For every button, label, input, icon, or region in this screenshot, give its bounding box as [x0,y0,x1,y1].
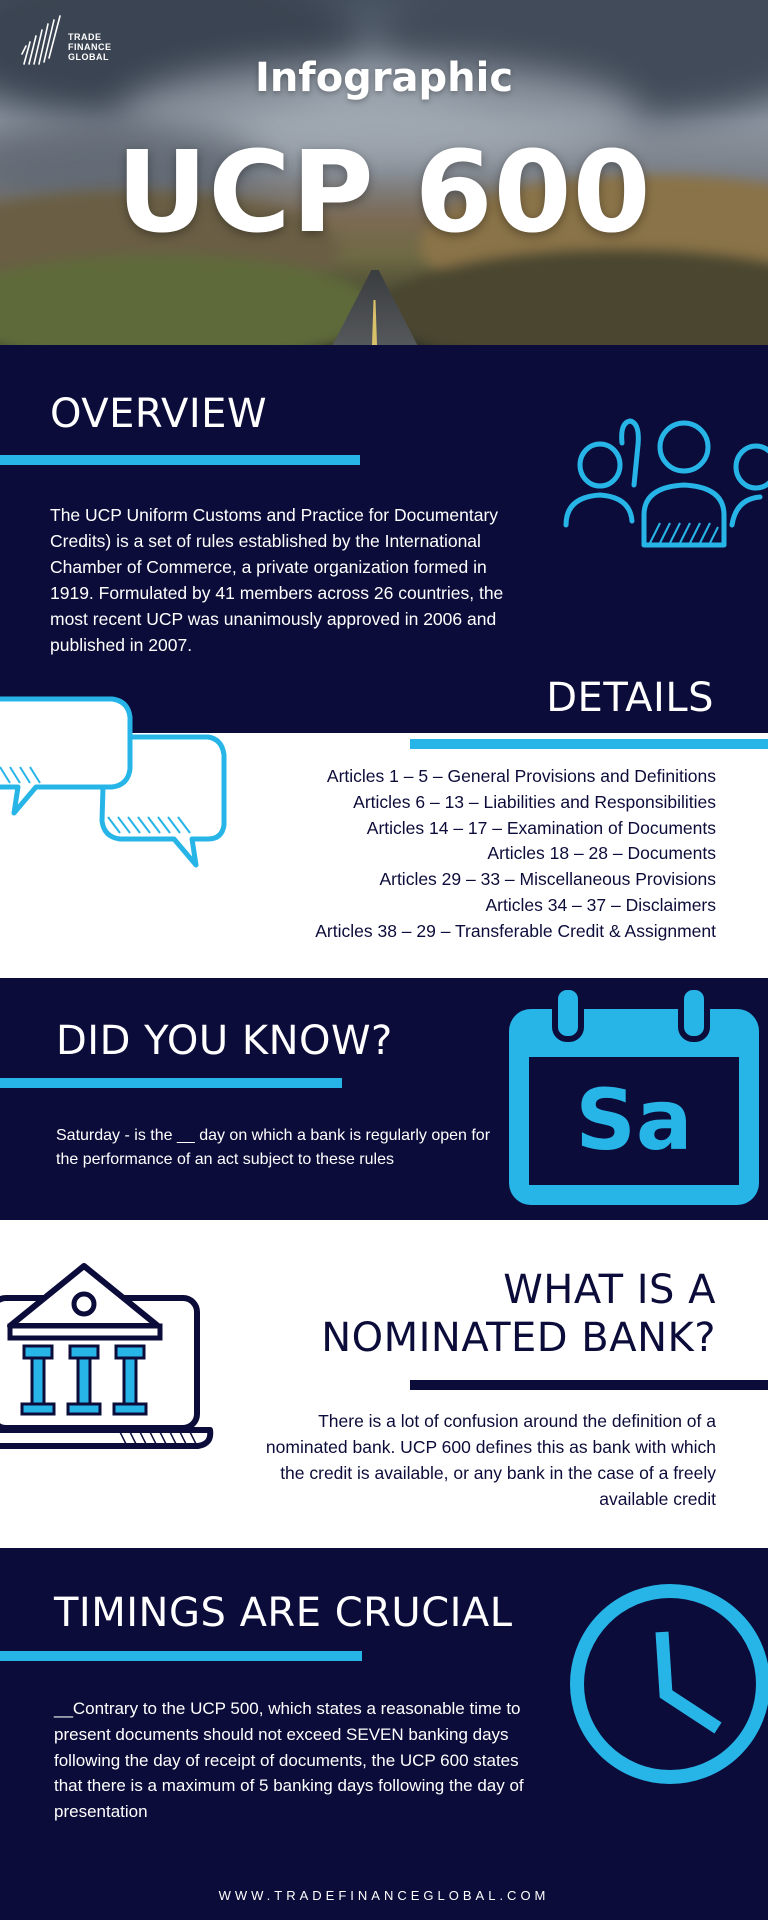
hero-subtitle: Infographic [254,55,514,101]
details-list [196,764,716,945]
did-you-know-heading: DID YOU KNOW? [56,1018,393,1064]
list-item: Articles 1 – 5 – General Provisions and Definitions [326,766,716,786]
overview-underline [0,455,360,465]
hero-title: UCP 600 [116,128,652,258]
overview-section [0,345,768,733]
nominated-heading-line-1: WHAT IS A [503,1267,716,1313]
list-item: Articles 29 – 33 – Miscellaneous Provisions [379,869,716,890]
details-section [0,733,768,978]
list-item: Articles 34 – 37 – Disclaimers [485,894,716,915]
logo-line-1: TRADE [68,32,102,42]
footer-url[interactable]: WWW.TRADEFINANCEGLOBAL.COM [218,1888,550,1903]
list-item: Articles 14 – 17 – Examination of Documents [366,817,716,838]
did-you-know-text: Saturday - is the __ day on which a bank is regularly open for the performance of an act subject to these rules [56,1127,491,1168]
calendar-icon [503,985,765,1211]
did-you-know-underline [0,1078,342,1088]
timings-section [0,1548,768,1920]
list-item: Articles 6 – 13 – Liabilities and Responsibilities [353,791,716,812]
nominated-bank-heading [321,1266,716,1362]
nominated-heading-line-2: NOMINATED BANK? [321,1315,716,1361]
timings-heading: TIMINGS ARE CRUCIAL [54,1590,513,1636]
nominated-bank-text: There is a lot of confusion around the definition of a nominated bank. UCP 600 defines this as bank with which the credit is available, or any bank in the case of a freely available credit [265,1411,716,1509]
logo-line-2: FINANCE [68,42,112,52]
timings-text: __Contrary to the UCP 500, which states a reasonable time to present documents should not exceed SEVEN banking days following the day of receipt of documents, the UCP 600 states that there is a maximum of 5 banking days following the day of presentation [54,1699,524,1822]
timings-underline [0,1651,362,1661]
nominated-bank-section [0,1220,768,1548]
nominated-underline [410,1380,768,1390]
details-heading: DETAILS [546,675,714,721]
logo-line-3: GLOBAL [68,52,109,62]
overview-heading: OVERVIEW [50,391,268,437]
clock-icon [560,1578,768,1788]
people-icon [560,415,768,550]
bank-laptop-icon [0,1258,215,1458]
calendar-label: Sa [575,1071,693,1169]
list-item: Articles 38 – 29 – Transferable Credit & Assignment [315,920,716,941]
hero-banner [0,0,768,345]
list-item: Articles 18 – 28 – Documents [487,843,716,864]
overview-text: The UCP Uniform Customs and Practice for Documentary Credits) is a set of rules established by the International Chamber of Commerce, a private organization formed in 1919. Formulated by 41 members across 26 countries, the most recent UCP was unanimously approved in 2006 and published in 2007. [50,505,504,655]
details-underline [410,739,768,749]
